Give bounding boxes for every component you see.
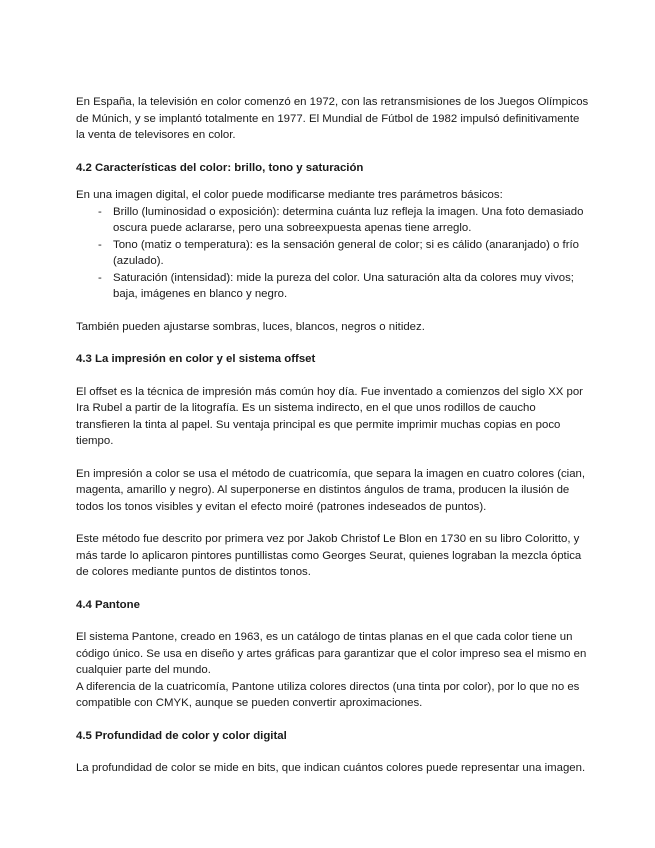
document-body <box>76 94 591 777</box>
list-item <box>76 270 591 303</box>
bullet-dash: - <box>98 271 102 284</box>
section-4-4-heading: 4.4 Pantone <box>76 598 140 611</box>
section-4-2-heading: 4.2 Características del color: brillo, tono y saturación <box>76 161 364 174</box>
list-item-text: Saturación (intensidad): mide la pureza del color. Una saturación alta da colores muy vivos; baja, imágenes en blanco y negro. <box>113 271 574 300</box>
section-4-2-closing: También pueden ajustarse sombras, luces, blancos, negros o nitidez. <box>76 320 425 333</box>
section-4-2-lead: En una imagen digital, el color puede modificarse mediante tres parámetros básicos: <box>76 189 503 201</box>
section-4-5-heading: 4.5 Profundidad de color y color digital <box>76 729 287 742</box>
cuatricomia-paragraph: En impresión a color se usa el método de cuatricomía, que separa la imagen en cuatro colores (cian, magenta, amarillo y negro). Al superponerse en distintos ángulos de trama, producen la ilusión de todos los tonos visibles y evitan el efecto moiré (patrones indeseados de puntos). <box>76 467 586 513</box>
color-depth-paragraph: La profundidad de color se mide en bits, que indican cuántos colores puede representar una imagen. <box>76 762 586 774</box>
pantone-paragraph: El sistema Pantone, creado en 1963, es un catálogo de tintas planas en el que cada color tiene un código único. Se usa en diseño y artes gráficas para garantizar que el color impreso sea el mismo en cualquier parte del mundo. <box>76 631 587 676</box>
offset-paragraph: El offset es la técnica de impresión más común hoy día. Fue inventado a comienzos del siglo XX por Ira Rubel a partir de la litografía. Es un sistema indirecto, en el que unos rodillos de caucho transfieren la tinta al papel. Su ventaja principal es que permite imprimir muchas copias en poco tiempo. <box>76 385 583 447</box>
list-item <box>76 237 591 270</box>
pantone-difference-paragraph: A diferencia de la cuatricomía, Pantone utiliza colores directos (una tinta por color), por lo que no es compatible con CMYK, aunque se pueden convertir aproximaciones. <box>76 680 580 709</box>
list-item-text: Brillo (luminosidad o exposición): determina cuánta luz refleja la imagen. Una foto demasiado oscura puede aclararse, pero una sobreexpuesta apenas tiene arreglo. <box>113 205 584 234</box>
color-parameters-list <box>76 204 591 303</box>
list-item <box>76 204 591 237</box>
bullet-dash: - <box>98 205 102 218</box>
bullet-dash: - <box>98 238 102 251</box>
intro-paragraph: En España, la televisión en color comenzó en 1972, con las retransmisiones de los Juegos Olímpicos de Múnich, y se implantó totalmente en 1977. El Mundial de Fútbol de 1982 impulsó definitivamente la venta de televisores en color. <box>76 96 589 141</box>
list-item-text: Tono (matiz o temperatura): es la sensación general de color; si es cálido (anaranjado) o frío (azulado). <box>113 238 579 267</box>
section-4-3-heading: 4.3 La impresión en color y el sistema offset <box>76 353 316 365</box>
le-blon-paragraph: Este método fue descrito por primera vez por Jakob Christof Le Blon en 1730 en su libro Coloritto, y más tarde lo aplicaron pintores puntillistas como Georges Seurat, quienes lograban la mezcla óptica de colores mediante puntos de distintos tonos. <box>76 533 582 578</box>
